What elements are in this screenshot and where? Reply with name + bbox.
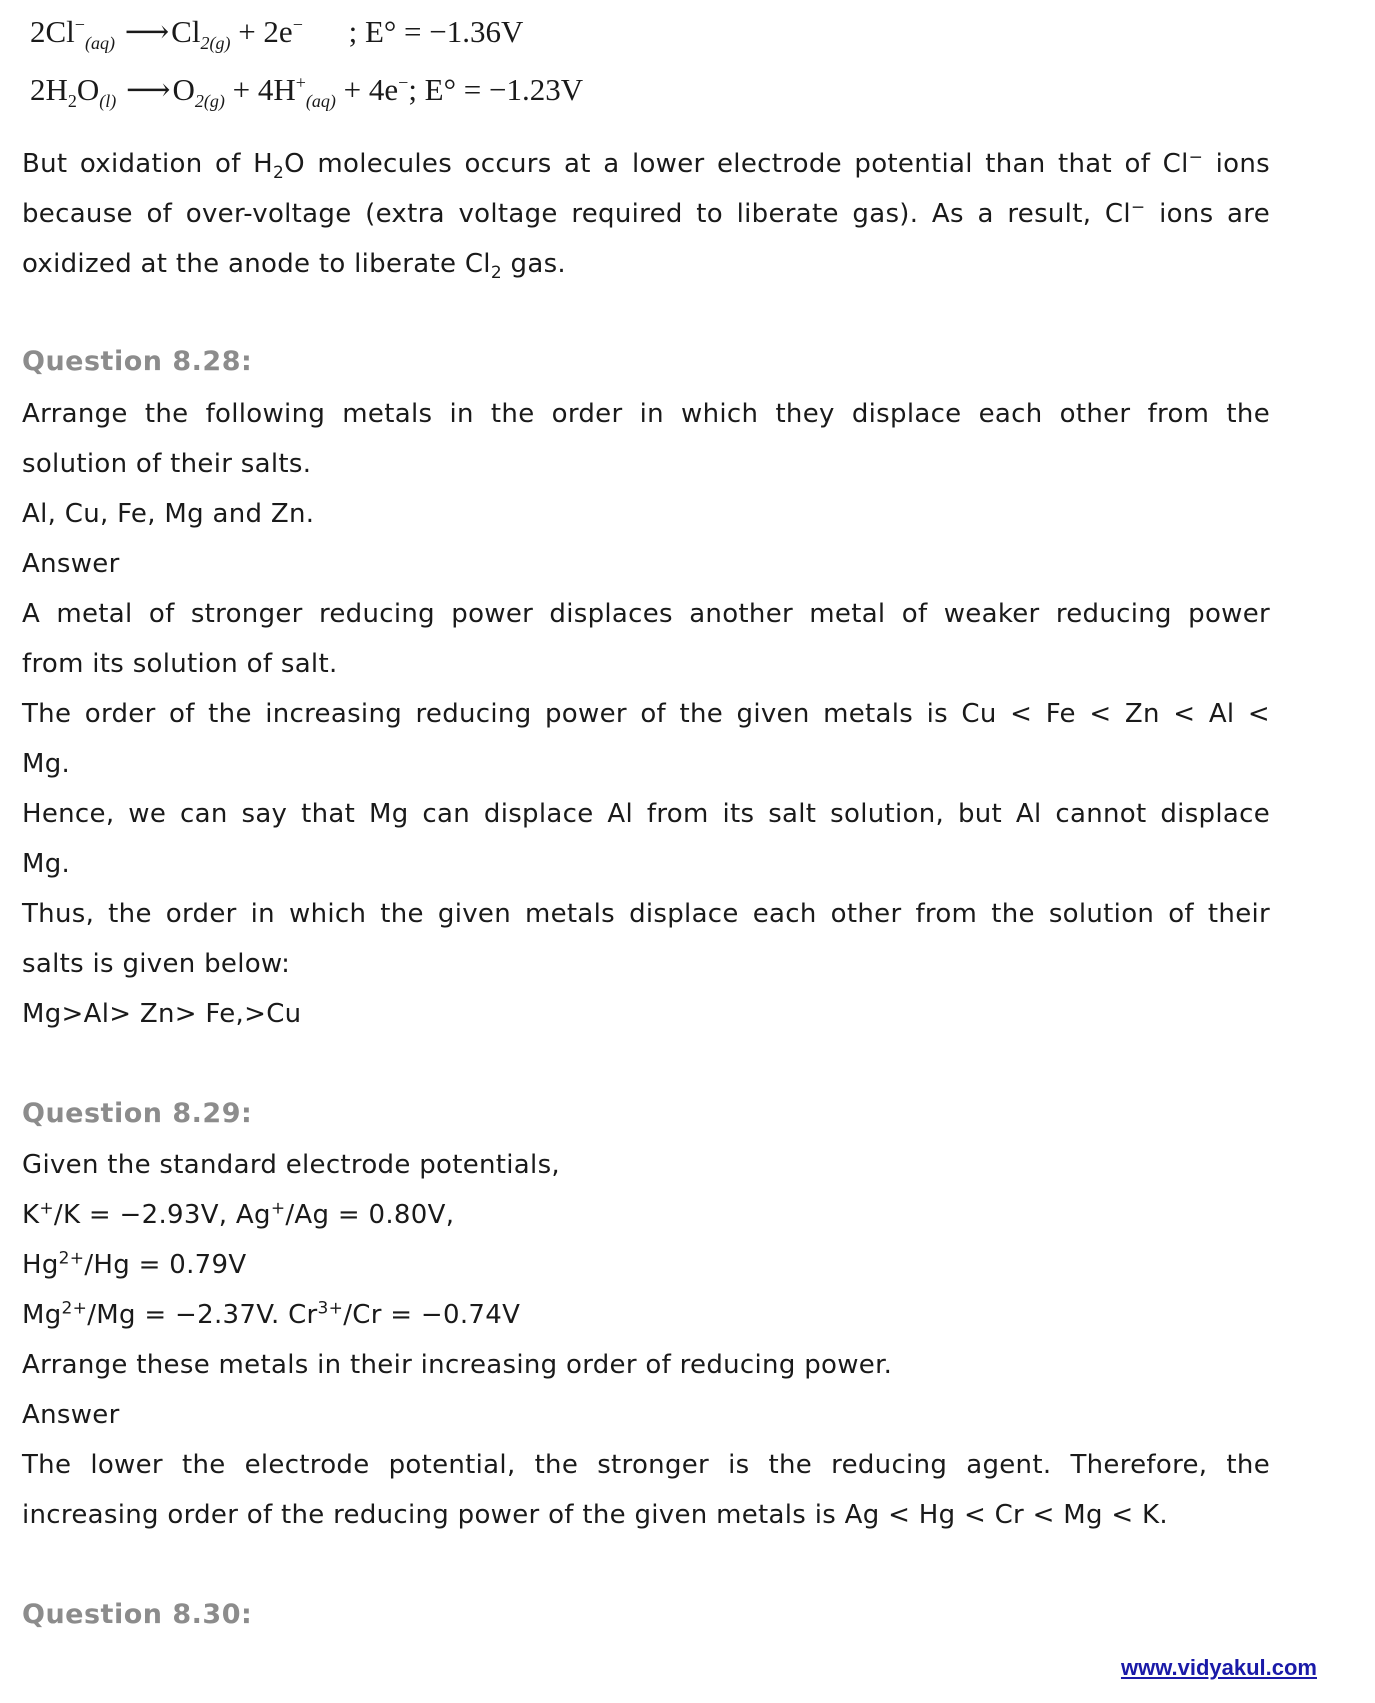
- equation-chlorine-oxidation: $2Cl^-_{(aq)}$ $⟶Cl_{2(g)} + 2e^-$ ; E° = −1.36V: [30, 14, 524, 54]
- question-heading: Question 8.29:: [22, 1098, 253, 1129]
- paragraph-line: because of over-voltage (extra voltage required to liberate gas). As a result, Cl− ions are: [22, 197, 1270, 229]
- answer-text: The lower the electrode potential, the stronger is the reducing agent. Therefore, the: [22, 1450, 1270, 1480]
- answer-text: increasing order of the reducing power of the given metals is Ag < Hg < Cr < Mg < K.: [22, 1500, 1168, 1530]
- answer-text: The order of the increasing reducing power of the given metals is Cu < Fe < Zn < Al <: [22, 699, 1270, 729]
- equation-water-oxidation: $2H_2O_{(l)}$ $⟶O_{2(g)} + 4H^+_{(aq)} + 4e^-$; E° = −1.23V: [30, 72, 584, 112]
- question-heading: Question 8.28:: [22, 346, 253, 377]
- question-text: Arrange these metals in their increasing order of reducing power.: [22, 1350, 893, 1380]
- question-text: solution of their salts.: [22, 449, 312, 479]
- answer-text: salts is given below:: [22, 949, 291, 979]
- question-text: $Mg^{2+}/Mg = -2.37V$. $Cr^{3+}/Cr = -0.74V$: [22, 1298, 521, 1330]
- question-text: Given the standard electrode potentials,: [22, 1150, 560, 1180]
- answer-text: Mg.: [22, 849, 71, 879]
- question-text: K+/K = −2.93V, Ag+/Ag = 0.80V,: [22, 1198, 455, 1230]
- answer-text: Mg>Al> Zn> Fe,>Cu: [22, 999, 302, 1029]
- answer-label: Answer: [22, 1400, 120, 1430]
- website-link[interactable]: www.vidyakul.com: [1120, 1655, 1317, 1680]
- answer-text: from its solution of salt.: [22, 649, 338, 679]
- question-text: $Hg^{2+}/Hg = 0.79V$: [22, 1248, 247, 1280]
- reaction-arrow: ⟶: [126, 72, 171, 107]
- answer-text: A metal of stronger reducing power displaces another metal of weaker reducing power: [22, 599, 1270, 629]
- answer-text: Hence, we can say that Mg can displace Al from its salt solution, but Al cannot displace: [22, 799, 1270, 829]
- question-text: Arrange the following metals in the order in which they displace each other from the: [22, 399, 1270, 429]
- reaction-arrow: ⟶: [124, 14, 170, 49]
- paragraph-line: oxidized at the anode to liberate $Cl_2$ gas.: [22, 249, 566, 284]
- question-heading: Question 8.30:: [22, 1599, 253, 1630]
- answer-label: Answer: [22, 549, 120, 579]
- answer-text: Thus, the order in which the given metals displace each other from the solution of their: [22, 899, 1270, 929]
- question-text: Al, Cu, Fe, Mg and Zn.: [22, 499, 315, 529]
- paragraph-line: But oxidation of $H_2O$ molecules occurs at a lower electrode potential than that of Cl− ions: [22, 147, 1270, 184]
- answer-text: Mg.: [22, 749, 71, 779]
